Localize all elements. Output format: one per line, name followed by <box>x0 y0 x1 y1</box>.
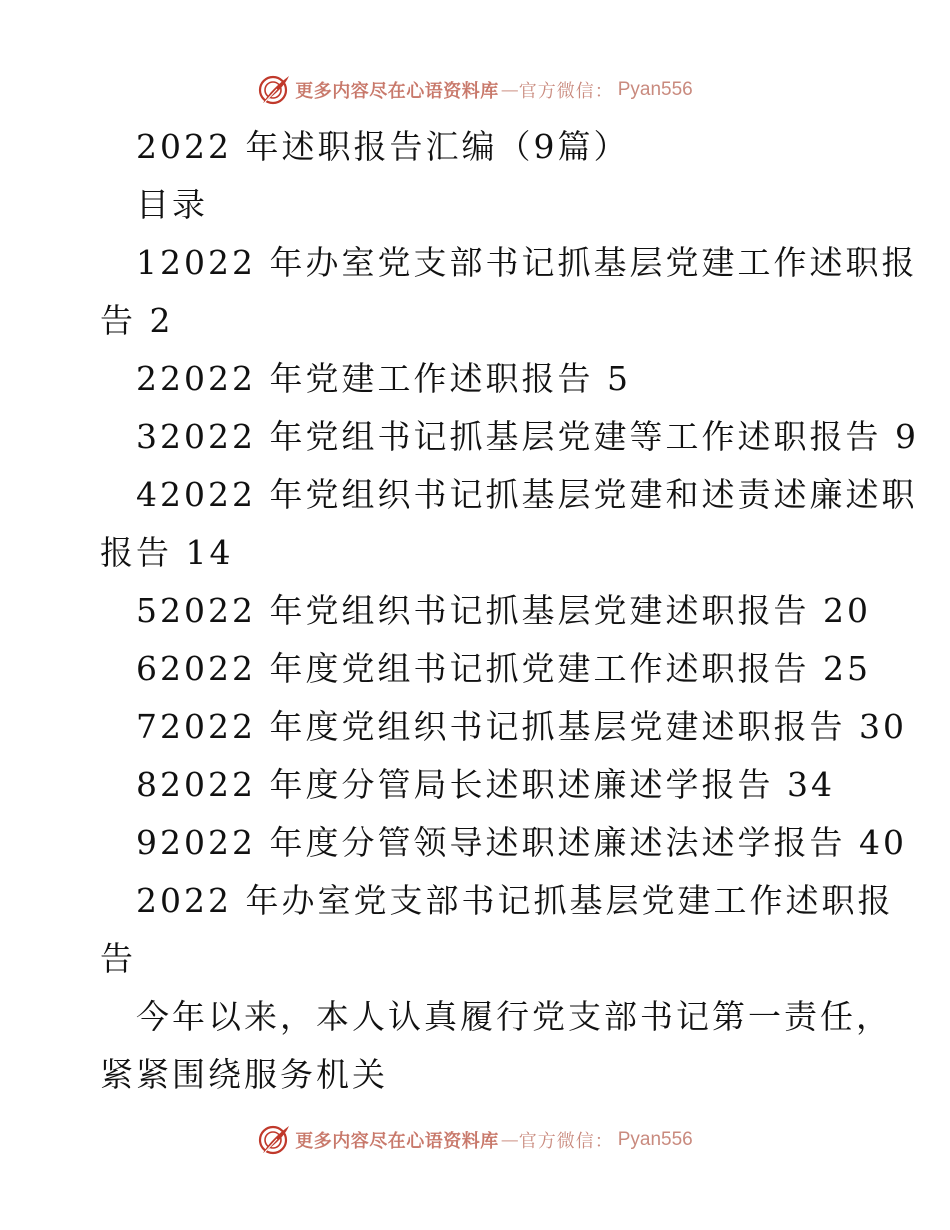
watermark-brand: 更多内容尽在心语资料库 <box>295 81 499 102</box>
toc-item-7: 72022 年度党组织书记抓基层党建述职报告 30 <box>136 707 907 746</box>
watermark-wechat-id: Pyan556 <box>617 1129 693 1150</box>
watermark-wechat-label: 官方微信： <box>518 81 614 102</box>
watermark-wechat-label: 官方微信： <box>518 1131 614 1152</box>
toc-item-2: 22022 年党建工作述职报告 5 <box>136 359 631 398</box>
toc-item-8: 82022 年度分管局长述职述廉述学报告 34 <box>136 765 835 804</box>
watermark-header <box>0 70 950 110</box>
toc-item-1-continued: 告 2 <box>100 301 174 340</box>
watermark-footer <box>0 1120 950 1160</box>
toc-heading: 目录 <box>136 185 208 224</box>
quill-logo-icon <box>257 1123 291 1157</box>
watermark-brand: 更多内容尽在心语资料库 <box>295 1131 499 1152</box>
body-paragraph: 今年以来，本人认真履行党支部书记第一责任， <box>136 997 892 1036</box>
watermark-dash: — <box>500 79 517 101</box>
toc-item-1: 12022 年办室党支部书记抓基层党建工作述职报 <box>136 243 918 282</box>
watermark-wechat-id: Pyan556 <box>617 79 693 100</box>
quill-logo-icon <box>257 73 291 107</box>
watermark-dash: — <box>500 1129 517 1151</box>
document-title: 2022 年述职报告汇编（9篇） <box>136 127 630 166</box>
toc-item-6: 62022 年度党组书记抓党建工作述职报告 25 <box>136 649 871 688</box>
toc-item-4: 42022 年党组织书记抓基层党建和述责述廉述职 <box>136 475 918 514</box>
toc-item-4-continued: 报告 14 <box>100 533 234 572</box>
toc-item-3: 32022 年党组书记抓基层党建等工作述职报告 9 <box>136 417 919 456</box>
document-content <box>100 118 919 1104</box>
body-paragraph-continued: 紧紧围绕服务机关 <box>100 1055 388 1094</box>
section-title: 2022 年办室党支部书记抓基层党建工作述职报 <box>136 881 894 920</box>
toc-item-9: 92022 年度分管领导述职述廉述法述学报告 40 <box>136 823 907 862</box>
toc-item-5: 52022 年党组织书记抓基层党建述职报告 20 <box>136 591 871 630</box>
section-title-continued: 告 <box>100 939 136 978</box>
